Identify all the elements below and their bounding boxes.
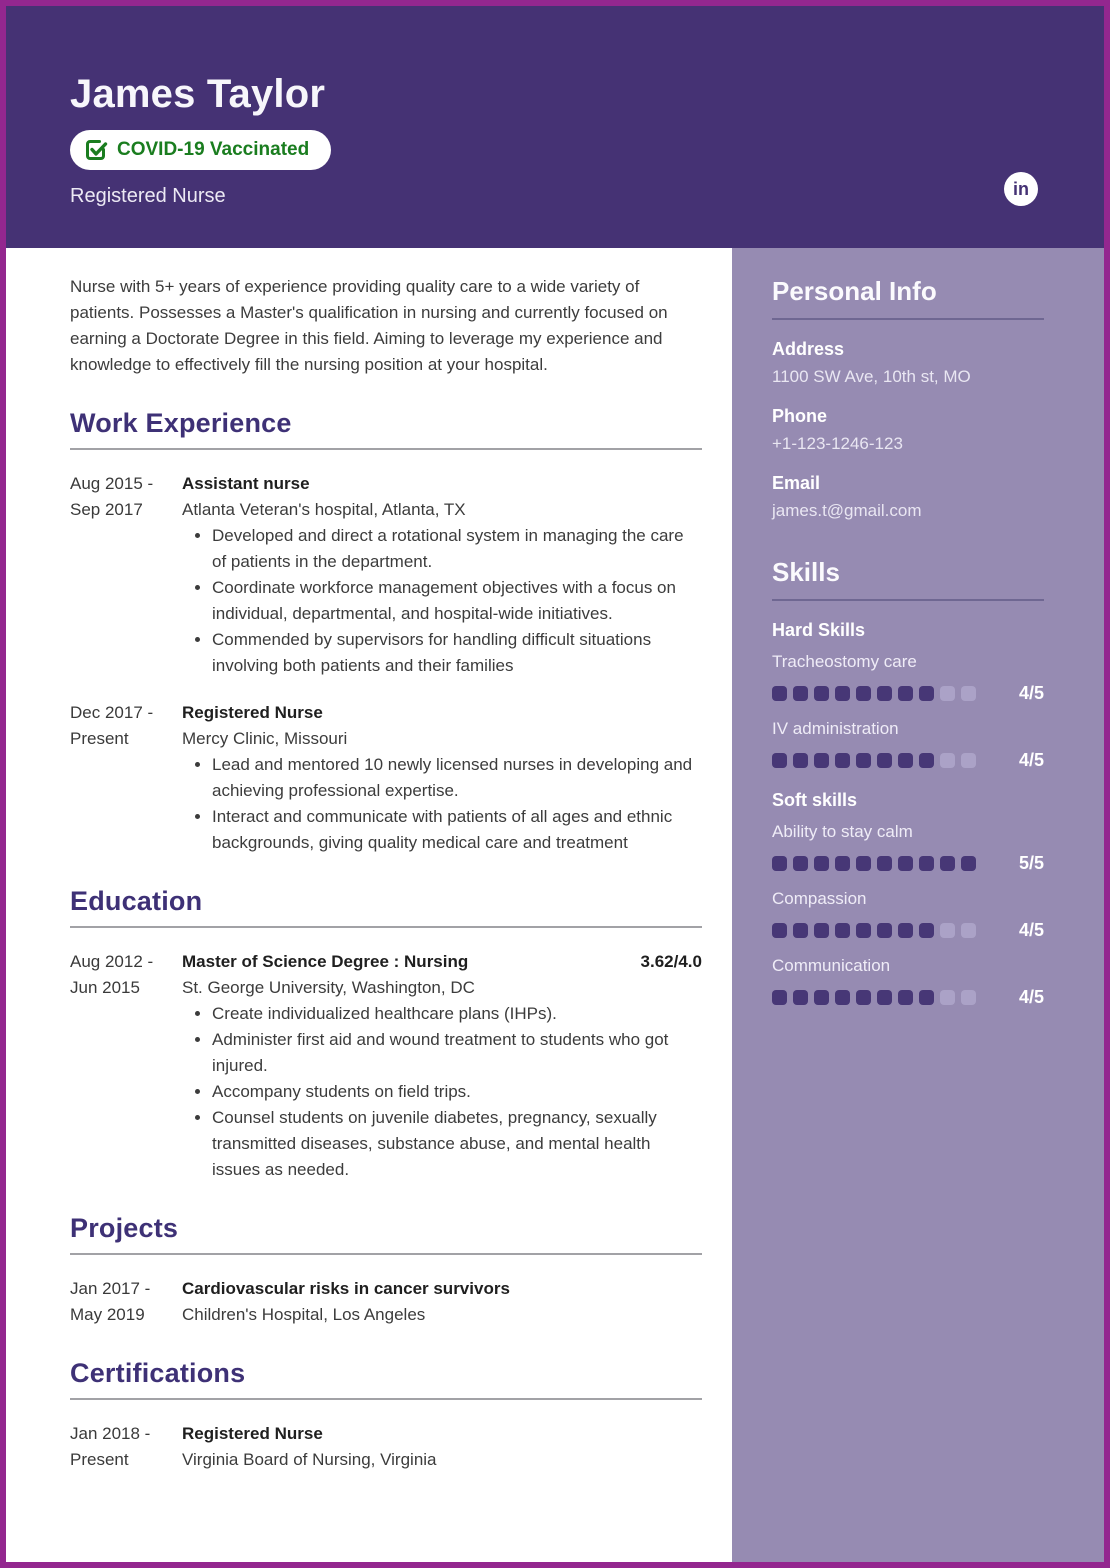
sidebar <box>732 248 1104 1562</box>
bullet-item: • Coordinate workforce management objectives with a focus on individual, departmental, and hospital-wide initiatives. <box>212 575 702 627</box>
section-entries <box>70 1276 702 1328</box>
skill-bar <box>772 856 976 871</box>
skill-segment-filled <box>772 923 787 938</box>
skill-group-label: Soft skills <box>772 790 858 810</box>
skill-segment-empty <box>940 686 955 701</box>
resume-entry <box>70 949 702 1183</box>
linkedin-glyph: in <box>1013 178 1029 199</box>
skill-name: IV administration <box>772 719 899 738</box>
skill-segment-filled <box>835 686 850 701</box>
skill-group-label: Hard Skills <box>772 620 866 640</box>
skill-segment-filled <box>772 990 787 1005</box>
bullet-item: • Lead and mentored 10 newly licensed nurses in developing and achieving professional expertise. <box>212 752 702 804</box>
skill-segment-empty <box>961 990 976 1005</box>
entry-body <box>182 1276 702 1328</box>
skill-item <box>772 889 1044 941</box>
entry-body <box>182 471 702 679</box>
entry-title: Master of Science Degree : Nursing <box>182 952 469 971</box>
skill-segment-filled <box>856 856 871 871</box>
skill-segment-filled <box>856 990 871 1005</box>
entry-subtitle: Virginia Board of Nursing, Virginia <box>182 1450 437 1469</box>
skill-segment-filled <box>793 686 808 701</box>
skill-bar <box>772 990 976 1005</box>
section-divider <box>70 448 702 450</box>
skill-rating: 5/5 <box>1018 853 1044 873</box>
entry-date-to: Present <box>70 729 129 748</box>
section-divider <box>70 1398 702 1400</box>
field-value: 1100 SW Ave, 10th st, MO <box>772 367 971 386</box>
skill-segment-filled <box>898 753 913 768</box>
skills-title: Skills <box>772 557 840 587</box>
entry-date-from: Jan 2017 - <box>70 1279 151 1298</box>
entry-title-row <box>182 471 702 497</box>
skill-segment-filled <box>919 856 934 871</box>
entry-title-row <box>182 949 702 975</box>
personal-info-field <box>772 406 1044 454</box>
skill-segment-empty <box>961 686 976 701</box>
skill-segment-empty <box>961 753 976 768</box>
skill-segment-filled <box>814 856 829 871</box>
skills-section <box>772 557 1044 1008</box>
entry-body <box>182 700 702 856</box>
skill-segment-filled <box>877 856 892 871</box>
entry-date-from: Dec 2017 - <box>70 703 154 722</box>
entry-subtitle: Children's Hospital, Los Angeles <box>182 1305 426 1324</box>
skill-segment-empty <box>940 923 955 938</box>
skill-segment-filled <box>793 923 808 938</box>
skill-segment-filled <box>772 686 787 701</box>
section-projects <box>70 1213 702 1328</box>
skill-name: Tracheostomy care <box>772 652 917 671</box>
skill-segment-filled <box>856 923 871 938</box>
skill-segment-filled <box>877 686 892 701</box>
section-entries <box>70 1421 702 1473</box>
skill-segment-filled <box>814 990 829 1005</box>
resume-header <box>6 6 1104 248</box>
entry-date-from: Aug 2012 - <box>70 952 154 971</box>
main-sections <box>70 408 702 1473</box>
skill-segment-filled <box>919 923 934 938</box>
page-title: James Taylor <box>70 72 326 116</box>
job-title: Registered Nurse <box>70 185 226 207</box>
personal-info-section <box>772 276 1044 521</box>
resume-entry <box>70 1421 702 1473</box>
section-work-experience <box>70 408 702 856</box>
entry-body <box>182 1421 702 1473</box>
badge-label: COVID-19 Vaccinated <box>117 139 310 160</box>
personal-info-fields <box>772 339 1044 521</box>
bullet-item: • Accompany students on field trips. <box>212 1079 702 1105</box>
section-title: Work Experience <box>70 408 292 438</box>
entry-title-row <box>182 1276 702 1302</box>
skill-name: Ability to stay calm <box>772 822 913 841</box>
content-row <box>6 248 1104 1562</box>
section-divider <box>70 926 702 928</box>
skill-segment-filled <box>898 923 913 938</box>
skill-bar-row <box>772 987 1044 1008</box>
entry-title: Assistant nurse <box>182 474 310 493</box>
entry-date-to: May 2019 <box>70 1305 145 1324</box>
skill-item <box>772 956 1044 1008</box>
entry-title: Registered Nurse <box>182 703 323 722</box>
entry-subtitle: St. George University, Washington, DC <box>182 978 475 997</box>
skill-bar-row <box>772 750 1044 771</box>
skill-rating: 4/5 <box>1018 987 1044 1007</box>
bullet-item: • Create individualized healthcare plans (IHPs). <box>212 1001 702 1027</box>
bullet-item: • Counsel students on juvenile diabetes, pregnancy, sexually transmitted diseases, substance abuse, and mental health issues as needed. <box>212 1105 702 1183</box>
skill-segment-filled <box>898 686 913 701</box>
resume-entry <box>70 471 702 679</box>
personal-info-field <box>772 473 1044 521</box>
entry-dates <box>70 949 182 1183</box>
section-divider <box>70 1253 702 1255</box>
linkedin-icon[interactable] <box>1004 172 1038 206</box>
skill-segment-filled <box>940 856 955 871</box>
entry-date-from: Jan 2018 - <box>70 1424 151 1443</box>
bullet-item: • Commended by supervisors for handling difficult situations involving both patients and their families <box>212 627 702 679</box>
resume-entry <box>70 700 702 856</box>
skill-segment-filled <box>814 686 829 701</box>
entry-date-to: Sep 2017 <box>70 500 143 519</box>
bullet-item: • Interact and communicate with patients of all ages and ethnic backgrounds, giving quality medical care and treatment <box>212 804 702 856</box>
section-entries <box>70 949 702 1183</box>
checkbox-check-icon <box>84 138 108 162</box>
entry-date-to: Jun 2015 <box>70 978 140 997</box>
summary-paragraph: Nurse with 5+ years of experience providing quality care to a wide variety of patients. Possesses a Master's qualification in nursing and currently focused on earning a Doctorate Degree in this field. Aiming to leverage my experience and knowledge to effectively fill the nursing position at your hospital. <box>70 277 668 374</box>
skill-rating: 4/5 <box>1018 683 1044 703</box>
entry-gpa: 3.62/4.0 <box>640 952 702 971</box>
skill-segment-filled <box>919 686 934 701</box>
skill-segment-empty <box>961 923 976 938</box>
sidebar-divider <box>772 599 1044 601</box>
skill-segment-empty <box>940 753 955 768</box>
section-education <box>70 886 702 1183</box>
main-column <box>6 248 732 1562</box>
skill-segment-filled <box>814 753 829 768</box>
personal-info-field <box>772 339 1044 387</box>
entry-dates <box>70 1276 182 1328</box>
skill-name: Compassion <box>772 889 867 908</box>
skill-segment-empty <box>940 990 955 1005</box>
skill-segment-filled <box>856 686 871 701</box>
skill-segment-filled <box>961 856 976 871</box>
skill-segment-filled <box>919 753 934 768</box>
skill-segment-filled <box>835 753 850 768</box>
entry-date-from: Aug 2015 - <box>70 474 154 493</box>
section-certifications <box>70 1358 702 1473</box>
skill-bar <box>772 923 976 938</box>
entry-title-row <box>182 700 702 726</box>
skill-segment-filled <box>877 990 892 1005</box>
entry-dates <box>70 700 182 856</box>
field-value: james.t@gmail.com <box>772 501 922 520</box>
entry-title-row <box>182 1421 702 1447</box>
field-label: Email <box>772 473 821 493</box>
bullet-item: • Developed and direct a rotational system in managing the care of patients in the department. <box>212 523 702 575</box>
skill-bar-row <box>772 853 1044 874</box>
skill-segment-filled <box>772 753 787 768</box>
skill-segment-filled <box>835 990 850 1005</box>
field-value: +1-123-1246-123 <box>772 434 903 453</box>
entry-dates <box>70 471 182 679</box>
entry-title: Registered Nurse <box>182 1424 323 1443</box>
skill-segment-filled <box>793 753 808 768</box>
skill-segment-filled <box>793 990 808 1005</box>
entry-title: Cardiovascular risks in cancer survivors <box>182 1279 510 1298</box>
resume-entry <box>70 1276 702 1328</box>
skill-segment-filled <box>856 753 871 768</box>
entry-bullets <box>182 523 702 679</box>
bullet-item: • Administer first aid and wound treatment to students who got injured. <box>212 1027 702 1079</box>
skill-bar <box>772 753 976 768</box>
section-title: Education <box>70 886 203 916</box>
skill-rating: 4/5 <box>1018 920 1044 940</box>
skill-rating: 4/5 <box>1018 750 1044 770</box>
skill-segment-filled <box>835 856 850 871</box>
skill-segment-filled <box>919 990 934 1005</box>
section-title: Certifications <box>70 1358 246 1388</box>
skill-item <box>772 822 1044 874</box>
field-label: Phone <box>772 406 828 426</box>
skill-segment-filled <box>835 923 850 938</box>
skill-item <box>772 652 1044 704</box>
skill-segment-filled <box>898 990 913 1005</box>
skill-item <box>772 719 1044 771</box>
skill-name: Communication <box>772 956 891 975</box>
section-title: Projects <box>70 1213 179 1243</box>
entry-date-to: Present <box>70 1450 129 1469</box>
entry-dates <box>70 1421 182 1473</box>
skill-segment-filled <box>814 923 829 938</box>
skill-segment-filled <box>898 856 913 871</box>
field-label: Address <box>772 339 845 359</box>
entry-body <box>182 949 702 1183</box>
skill-segment-filled <box>793 856 808 871</box>
skill-segment-filled <box>772 856 787 871</box>
skills-groups <box>772 620 1044 1008</box>
entry-subtitle: Mercy Clinic, Missouri <box>182 729 348 748</box>
skill-bar <box>772 686 976 701</box>
section-entries <box>70 471 702 856</box>
entry-bullets <box>182 1001 702 1183</box>
sidebar-divider <box>772 318 1044 320</box>
personal-info-title: Personal Info <box>772 276 937 306</box>
covid-vaccinated-badge <box>70 130 331 170</box>
entry-subtitle: Atlanta Veteran's hospital, Atlanta, TX <box>182 500 466 519</box>
skill-segment-filled <box>877 923 892 938</box>
skill-bar-row <box>772 683 1044 704</box>
skill-segment-filled <box>877 753 892 768</box>
entry-bullets <box>182 752 702 856</box>
skill-bar-row <box>772 920 1044 941</box>
